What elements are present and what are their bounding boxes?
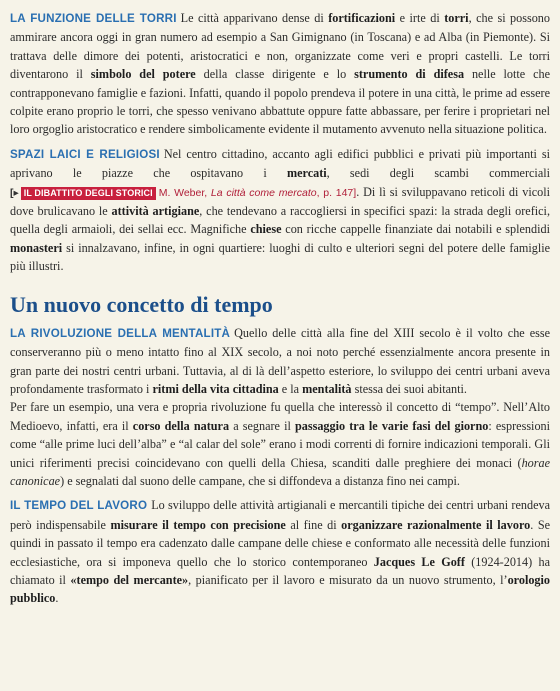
text-run: Lo sviluppo delle attività artigianali e mercantili tipiche dei centri urbani rendeva però indispensabile — [10, 498, 550, 532]
text-run: , pianificato per il lavoro e misurato da un nuovo strumento, l’ — [188, 572, 508, 587]
text-run: , che si possono ammirare ancora oggi in gran numero ad esempio a San Gimignano (in Toscana) e ad Alba (in Piemonte). Si trattava delle dimore dei potenti, aristocratici e non, organizzate come veri e propri castelli. Le torri diventarono il — [10, 11, 550, 82]
bold-term: corso della natura — [132, 418, 230, 433]
paragraph-concetto-tempo — [10, 398, 550, 490]
italic-term: horae canonicae — [10, 455, 550, 488]
cross-reference-link[interactable] — [10, 187, 356, 199]
reference-tag: IL DIBATTITO DEGLI STORICI — [21, 187, 156, 200]
text-run: Per fare un esempio, una vera e propria rivoluzione fu quella che interessò il concetto di “tempo”. Nell’Alto Medioevo, infatti, era il — [10, 400, 550, 433]
reference-title: La città come mercato — [210, 186, 317, 199]
text-run: nelle lotte che contrapponevano famiglie e fazioni. Infatti, quando il popolo prendeva il potere in una città, le prime ad essere colpite erano proprio le torri, che spesso venivano abbattute oppure fatte abbassare, per ferire i proprietari nel loro orgoglio aristocratico e rendere simbolicamente evidente il mutamento avvenuto nella situazione politica. — [10, 67, 550, 137]
reference-arrow-icon: [▸ — [10, 186, 19, 199]
bold-term: «tempo del mercante» — [70, 572, 189, 587]
text-run: Quello delle città alla fine del XIII secolo è il volto che esse conserveranno più o meno intatto fino al XIX secolo, a noi noto perché essenzialmente ancora presente in gran parte dei nostri centri urbani. Tuttavia, al di là dell’aspetto esteriore, lo sviluppo dei centri urbani aveva profondamente trasformato i — [10, 325, 550, 396]
bold-term: mentalità — [302, 381, 352, 396]
bold-term: fortificazioni — [328, 11, 396, 25]
text-run: e irte di — [395, 11, 445, 25]
text-run: : espressioni come “alle prime luci dell’alba” e “al calar del sole” erano i modi correnti di fornire indicazioni temporali. Gli unici riferimenti precisi coincidevano con quelli della Chiesa, scanditi dalle preghiere dei monaci ( — [10, 418, 551, 470]
bold-term: simbolo del potere — [90, 67, 196, 82]
text-run: Nel centro cittadino, accanto agli edifici pubblici e privati più importanti si aprivano le piazze che ospitavano i — [10, 146, 550, 181]
text-run: si innalzavano, infine, in ogni quartiere: luoghi di culto e ulteriori segni del potere delle famiglie più illustri. — [10, 240, 550, 274]
bold-term: torri — [444, 11, 469, 25]
text-run: Le città apparivano dense di — [180, 11, 329, 25]
text-run: . — [55, 591, 59, 606]
text-run: e la — [278, 381, 303, 396]
bold-term: misurare il tempo con precisione — [110, 517, 286, 532]
section-title: Un nuovo concetto di tempo — [10, 291, 273, 317]
paragraph-rivoluzione-mentalita — [10, 324, 550, 399]
text-run: stessa dei suoi abitanti. — [351, 381, 467, 396]
bold-term: ritmi della vita cittadina — [152, 381, 279, 396]
bold-term: chiese — [250, 222, 282, 237]
paragraph-spazi-laici — [10, 145, 550, 276]
text-run: ) e segnalati dal suono delle campane, che si diffondeva a distanza fino nei campi. — [60, 473, 460, 488]
bold-term: monasteri — [10, 240, 63, 255]
text-run: . Di lì si sviluppavano reticoli di vicoli dove brulicavano le — [10, 184, 551, 219]
bold-term: organizzare razionalmente il lavoro — [341, 517, 531, 532]
bold-term: orologio pubblico — [10, 572, 550, 606]
paragraph-lead: LA RIVOLUZIONE DELLA MENTALITÀ — [10, 326, 231, 340]
bold-term: attività artigiane — [111, 204, 200, 219]
text-run: , sedi degli scambi commerciali — [326, 166, 550, 181]
text-run: (1924-2014) ha chiamato il — [10, 554, 550, 587]
reference-pages: , p. 147] — [316, 186, 357, 199]
text-run: . Se quindi in passato il tempo era cadenzato dalle campane delle chiese e conformato alle necessità delle funzioni ecclesiastiche, ora si imponeva quello che lo storico contemporaneo — [10, 517, 551, 569]
paragraph-tempo-lavoro — [10, 496, 550, 607]
text-run: a segnare il — [229, 418, 295, 433]
text-run: con ricche cappelle finanziate dai notabili e splendidi — [281, 222, 550, 237]
text-run: , che tendevano a raccogliersi in specifici spazi: la strada degli orefici, quella degli armaioli, dei sellai ecc. Magnifiche — [10, 204, 550, 237]
bold-term: mercati — [286, 166, 327, 181]
paragraph-lead: IL TEMPO DEL LAVORO — [10, 499, 148, 513]
bold-term: Jacques Le Goff — [373, 554, 465, 569]
paragraph-lead: LA FUNZIONE DELLE TORRI — [10, 12, 177, 25]
text-run: al fine di — [285, 517, 342, 532]
bold-term: passaggio tra le varie fasi del giorno — [294, 418, 489, 433]
paragraph-funzione-torri — [10, 9, 550, 139]
bold-term: strumento di difesa — [354, 67, 465, 82]
paragraph-lead: SPAZI LAICI E RELIGIOSI — [10, 147, 160, 161]
reference-author: M. Weber, — [158, 186, 211, 199]
text-run: della classe dirigente e lo — [195, 67, 355, 82]
